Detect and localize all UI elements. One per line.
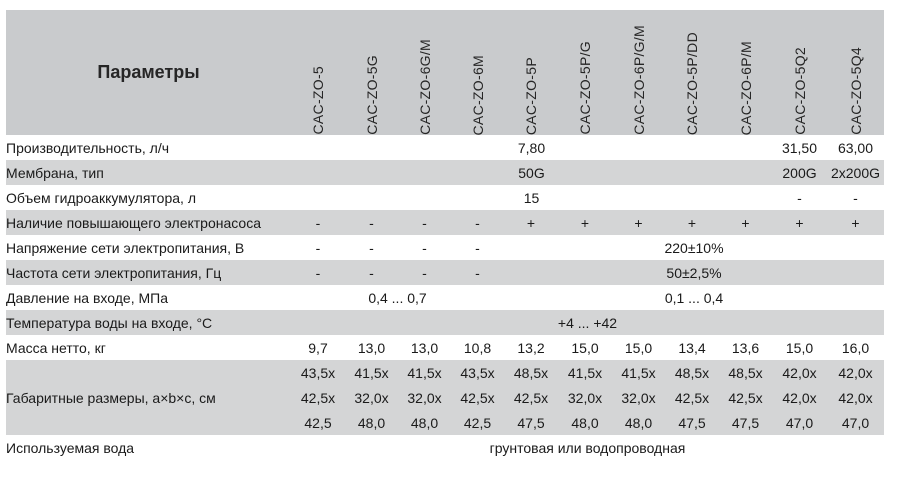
header-row [6, 10, 884, 135]
membrane-common: 50G [518, 164, 545, 181]
dim-c-cell: 47,5 [731, 414, 760, 431]
dim-c-cell: 48,0 [571, 414, 599, 431]
mass-cell: 13,0 [410, 339, 439, 356]
model-header [772, 10, 827, 135]
dim-b-cell: 42,5x [460, 389, 495, 406]
row-label: Масса нетто, кг [6, 339, 106, 356]
table-row [6, 135, 884, 160]
dim-c-cell: 48,0 [624, 414, 653, 431]
tank-common: 15 [523, 189, 540, 206]
dim-a-cell: 41,5x [354, 364, 389, 381]
dim-a-cell: 48,5x [513, 364, 549, 381]
model-name: CAC-ZO-5Q4 [847, 47, 864, 135]
table-row [6, 310, 884, 335]
mass-cell: 15,0 [785, 339, 814, 356]
dim-a-cell: 43,5x [460, 364, 495, 381]
row-label: Габаритные размеры, a×b×c, см [6, 389, 216, 406]
spec-table [6, 10, 884, 460]
pump-cell: + [741, 214, 750, 231]
dim-b-cell: 42,5x [300, 389, 336, 406]
pump-cell: - [369, 214, 374, 231]
voltage-cell: - [475, 239, 480, 256]
pressure-high: 0,1 ... 0,4 [664, 289, 724, 306]
pump-cell: + [687, 214, 697, 231]
dim-c-cell: 48,0 [357, 414, 386, 431]
pump-cell: + [851, 214, 860, 231]
table-row [6, 360, 884, 385]
dim-b-cell: 42,5x [513, 389, 549, 406]
model-name: CAC-ZO-6P/M [737, 40, 754, 135]
mass-cell: 9,7 [308, 339, 328, 356]
model-header [291, 10, 345, 135]
voltage-value: 220±10% [664, 239, 724, 256]
dim-a-cell: 48,5x [674, 364, 710, 381]
tank-q2: - [797, 189, 802, 206]
temperature-value: +4 ... +42 [557, 314, 618, 331]
pump-cell: + [580, 214, 590, 231]
row-label: Частота сети электропитания, Гц [6, 264, 222, 281]
dim-a-cell: 41,5x [567, 364, 603, 381]
pump-cell: - [315, 214, 321, 231]
voltage-cell: - [369, 239, 374, 256]
voltage-cell: - [315, 239, 321, 256]
model-header [345, 10, 398, 135]
mass-cell: 13,4 [678, 339, 706, 356]
voltage-cell: - [422, 239, 427, 256]
dim-b-cell: 32,0x [354, 389, 389, 406]
frequency-cell: - [422, 264, 427, 281]
dim-b-cell: 32,0x [621, 389, 656, 406]
model-header [504, 10, 558, 135]
table-row [6, 435, 884, 460]
model-name: CAC-ZO-5Q2 [791, 47, 808, 135]
model-name: CAC-ZO-5G [363, 55, 380, 135]
dim-a-cell: 41,5x [407, 364, 442, 381]
row-label: Мембрана, тип [6, 164, 104, 181]
dim-c-cell: 47,5 [678, 414, 706, 431]
dim-b-cell: 42,5x [728, 389, 763, 406]
dim-b-cell: 32,0x [567, 389, 603, 406]
row-label: Наличие повышающего электронасоса [6, 214, 261, 231]
table-row [6, 260, 884, 285]
row-label: Температура воды на входе, °C [6, 314, 213, 331]
capacity-q4: 63,00 [837, 139, 874, 156]
table-row [6, 160, 884, 185]
membrane-q4: 2x200G [830, 164, 881, 181]
dim-b-cell: 42,0x [838, 389, 873, 406]
frequency-value: 50±2,5% [666, 264, 722, 281]
table-row [6, 235, 884, 260]
table-row [6, 285, 884, 310]
dim-a-cell: 43,5x [300, 364, 336, 381]
model-name: CAC-ZO-6M [469, 54, 486, 135]
row-label: Используемая вода [6, 439, 135, 456]
mass-cell: 15,0 [624, 339, 653, 356]
frequency-cell: - [369, 264, 374, 281]
mass-cell: 16,0 [841, 339, 870, 356]
mass-cell: 13,0 [357, 339, 386, 356]
pump-cell: + [795, 214, 804, 231]
capacity-common: 7,80 [517, 139, 546, 156]
pump-cell: + [634, 214, 643, 231]
model-header [827, 10, 884, 135]
model-header [451, 10, 504, 135]
dim-a-cell: 42,0x [838, 364, 873, 381]
dim-c-cell: 47,0 [785, 414, 814, 431]
model-name: CAC-ZO-6G/M [416, 39, 433, 135]
dim-a-cell: 41,5x [621, 364, 656, 381]
dim-b-cell: 32,0x [407, 389, 442, 406]
model-header [398, 10, 451, 135]
tank-q4: - [853, 189, 858, 206]
pump-cell: + [526, 214, 536, 231]
dim-c-cell: 48,0 [410, 414, 439, 431]
dim-c-cell: 47,5 [517, 414, 545, 431]
mass-cell: 13,2 [517, 339, 545, 356]
water-value: грунтовая или водопроводная [489, 439, 686, 456]
model-name: CAC-ZO-5P [523, 56, 539, 135]
table-row [6, 335, 884, 360]
model-name: CAC-ZO-5P/DD [684, 31, 700, 135]
row-label: Давление на входе, МПа [6, 289, 168, 306]
parameters-title: Параметры [97, 62, 200, 82]
dim-b-cell: 42,0x [782, 389, 817, 406]
model-header [665, 10, 719, 135]
table-row [6, 210, 884, 235]
membrane-q2: 200G [782, 164, 817, 181]
row-label: Объем гидроаккумулятора, л [6, 189, 196, 206]
dim-c-cell: 42,5 [463, 414, 492, 431]
frequency-cell: - [475, 264, 480, 281]
row-label: Напряжение сети электропитания, В [6, 239, 245, 256]
model-name: CAC-ZO-6P/G/M [630, 25, 647, 135]
table-row [6, 185, 884, 210]
dim-c-cell: 47,0 [841, 414, 870, 431]
pump-cell: - [475, 214, 480, 231]
dim-b-cell: 42,5x [674, 389, 710, 406]
model-header [719, 10, 772, 135]
model-header [612, 10, 665, 135]
mass-cell: 15,0 [571, 339, 599, 356]
mass-cell: 13,6 [731, 339, 760, 356]
frequency-cell: - [315, 264, 321, 281]
pressure-low: 0,4 ... 0,7 [368, 289, 427, 306]
dim-a-cell: 48,5x [728, 364, 763, 381]
dim-c-cell: 42,5 [304, 414, 332, 431]
model-name: CAC-ZO-5 [310, 66, 326, 135]
capacity-q2: 31,50 [781, 139, 818, 156]
row-label: Производительность, л/ч [6, 139, 170, 156]
pump-cell: - [422, 214, 427, 231]
model-header [558, 10, 612, 135]
dim-a-cell: 42,0x [782, 364, 817, 381]
model-name: CAC-ZO-5P/G [577, 41, 593, 135]
mass-cell: 10,8 [463, 339, 492, 356]
